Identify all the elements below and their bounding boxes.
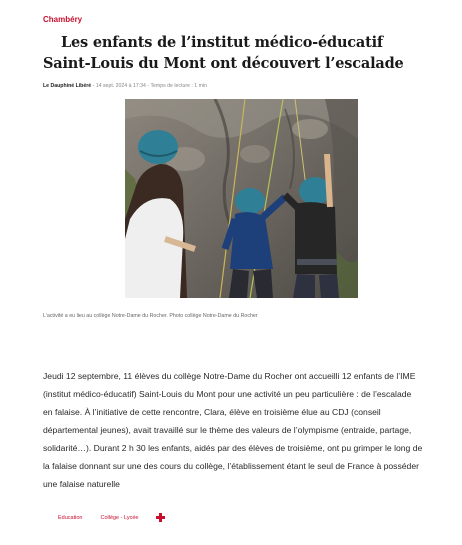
tag-list [58, 513, 165, 522]
article-photo [125, 99, 358, 298]
article-meta [43, 83, 207, 89]
section-link[interactable]: Chambéry [43, 15, 83, 24]
climbing-photo-illustration [125, 99, 358, 298]
article-title: Les enfants de l’institut médico-éducatif Saint-Louis du Mont ont découvert l’escalade [43, 34, 404, 72]
tag-college-lycee[interactable]: Collège - Lycée [100, 514, 139, 521]
source-name: Le Dauphiné Libéré [43, 83, 92, 89]
photo-caption: L’activité a eu lieu au collège Notre-Dame du Rocher. Photo collège Notre-Dame du Rocher [43, 313, 258, 319]
tag-education[interactable]: Education [58, 514, 83, 521]
plus-icon[interactable] [156, 513, 165, 522]
article-body: Jeudi 12 septembre, 11 élèves du collège Notre-Dame du Rocher ont accueilli 12 enfants de l’IME (institut médico-éducatif) Saint-Louis du Mont pour une activité un peu particulière : de l’escalade en falaise. À l’initiative de cette rencontre, Clara, élève en troisième élue au CDJ (conseil départemental jeunes), avait travaillé sur le thème des valeurs de l’olympisme (entraide, partage, solidarité…). Durant 2 h 30 les enfants, aidés par des élèves de troisième, ont pu grimper le long de la falaise donnant sur une des cours du collège, l’établissement étant le seul de France à posséder une falaise naturelle [43, 371, 423, 489]
publish-info: - 14 sept. 2024 à 17:34 - Temps de lecture : 1 min [91, 83, 207, 89]
